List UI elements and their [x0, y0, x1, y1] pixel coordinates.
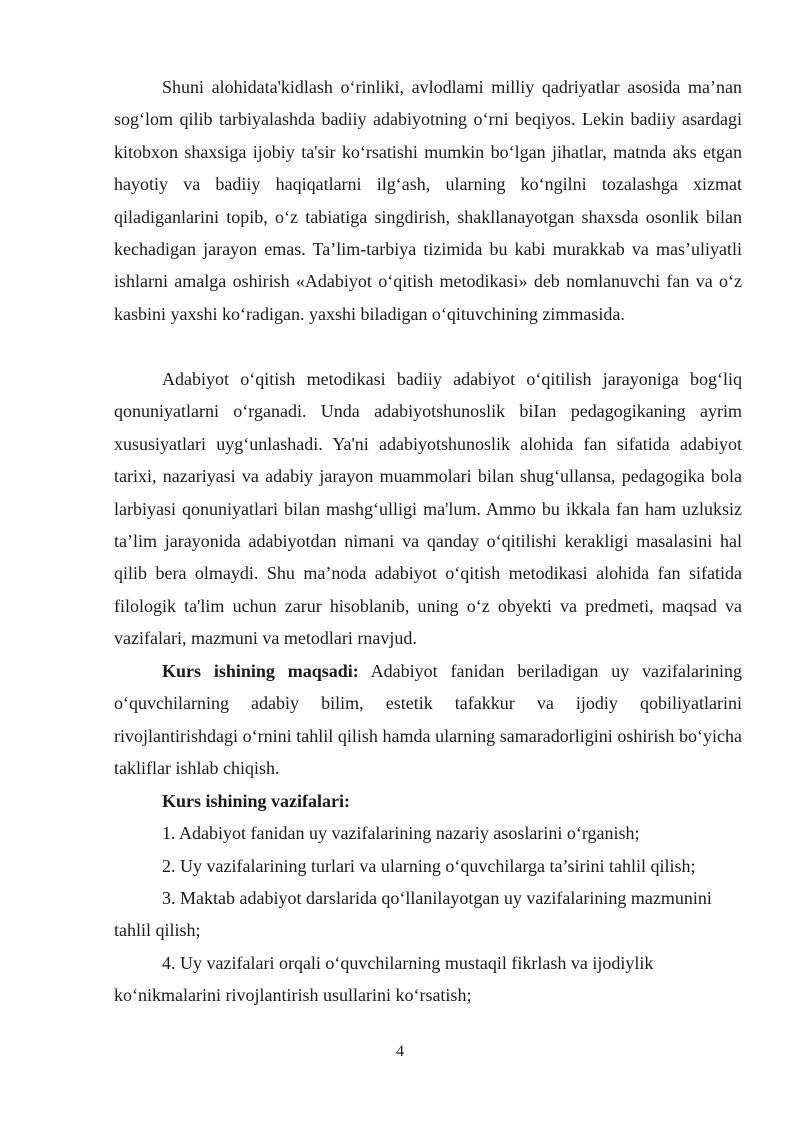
task-item-1: 1. Adabiyot fanidan uy vazifalarining nazariy asoslarini o‘rganish;	[162, 823, 640, 843]
course-goal-text: Adabiyot fanidan beriladigan uy vazifalarining o‘quvchilarning adabiy bilim, estetik tafakkur va ijodiy qobiliyatlarini rivojlantirishdagi o‘rnini tahlil qilish hamda ularning samaradorligini oshirish bo‘yicha takliflar ishlab chiqish.	[114, 661, 743, 779]
task-item-3: 3. Maktab adabiyot darslarida qo‘llanilayotgan uy vazifalarining mazmunini tahlil qilish;	[114, 888, 712, 941]
page-number: 4	[396, 1043, 404, 1060]
paragraph-methodology: Adabiyot o‘qitish metodikasi badiiy adabiyot o‘qitilish jarayoniga bog‘liq qonuniyatlarni o‘rganadi. Unda adabiyotshunoslik biIan pedagogikaning ayrim xususiyatlari uyg‘unlashadi. Ya'ni adabiyotshunoslik alohida fan sifatida adabiyot tarixi, nazariyasi va adabiy jarayon muammolari bilan shug‘ullansa, pedagogika bola larbiyasi qonuniyatlari bilan mashg‘ulligi ma'lum. Ammo bu ikkala fan ham uzluksiz ta’lim jarayonida adabiyotdan nimani va qanday o‘qitilishi kerakligi masalasini hal qilib bera olmaydi. Shu ma’noda adabiyot o‘qitish metodikasi alohida fan sifatida filologik ta'lim uchun zarur hisoblanib, uning o‘z obyekti va predmeti, maqsad va vazifalari, mazmuni va metodlari rnavjud.	[114, 369, 742, 649]
task-item-4: 4. Uy vazifalari orqali o‘quvchilarning mustaqil fikrlash va ijodiylik ko‘nikmalarini rivojlantirish usullarini ko‘rsatish;	[114, 953, 654, 1006]
tasks-heading: Kurs ishining vazifalari:	[162, 791, 351, 811]
paragraph-course-goal	[114, 655, 742, 785]
course-goal-label: Kurs ishining maqsadi:	[162, 661, 359, 681]
paragraph-intro: Shuni alohidata'kidlash o‘rinliki, avlodlami milliy qadriyatlar asosida ma’nan sog‘lom qilib tarbiyalashda badiiy adabiyotning o‘rni beqiyos. Lekin badiiy asardagi kitobxon shaxsiga ijobiy ta'sir ko‘rsatishi mumkin bo‘lgan jihatlar, matnda aks etgan hayotiy va badiiy haqiqatlarni ilg‘ash, ularning ko‘ngilni tozalashga xizmat qiladiganlarini topib, o‘z tabiatiga singdirish, shakllanayotgan shaxsda osonlik bilan kechadigan jarayon emas. Ta’lim-tarbiya tizimida bu kabi murakkab va mas’uliyatli ishlarni amalga oshirish «Adabiyot o‘qitish metodikasi» deb nomlanuvchi fan va o‘z kasbini yaxshi ko‘radigan. yaxshi biladigan o‘qituvchining zimmasida.	[114, 77, 742, 324]
task-item-2: 2. Uy vazifalarining turlari va ularning o‘quvchilarga ta’sirini tahlil qilish;	[162, 856, 696, 876]
